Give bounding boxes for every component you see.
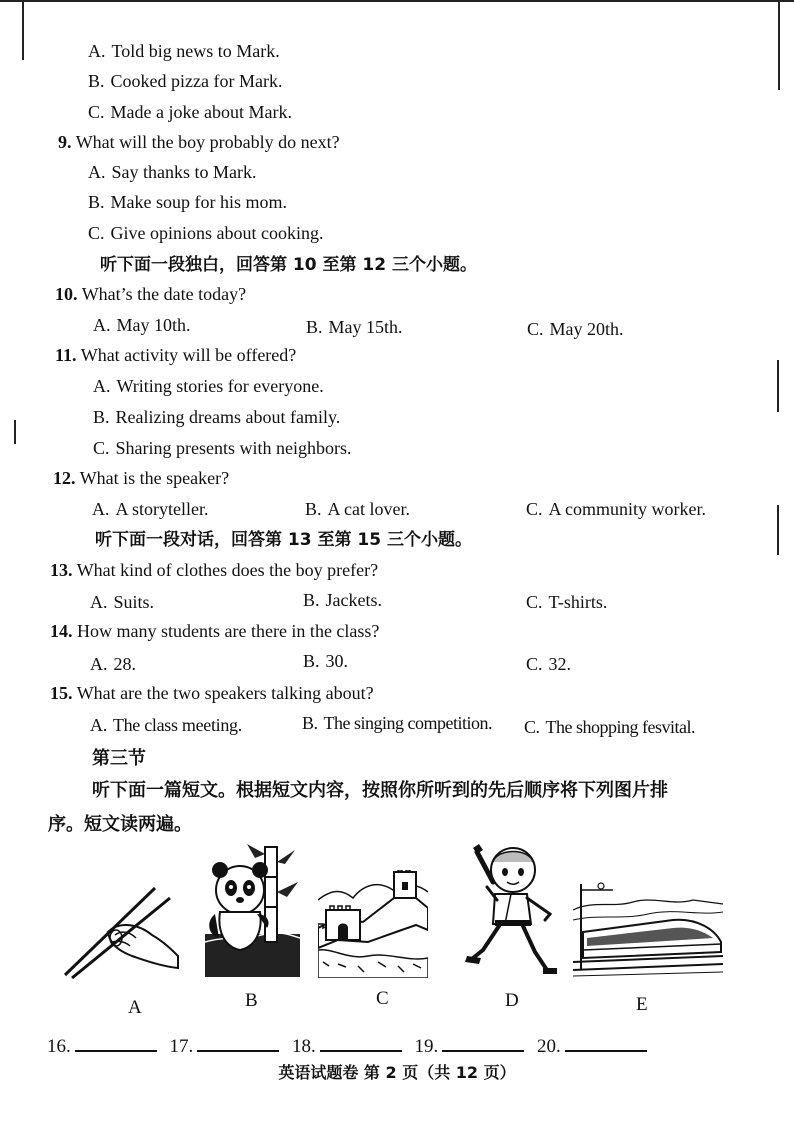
question-15: 15. What are the two speakers talking about?	[50, 683, 374, 703]
picture-a-label: A	[128, 997, 142, 1018]
section-3-instruction-line1: 听下面一篇短文。根据短文内容，按照你所听到的先后顺序将下列图片排	[92, 780, 668, 801]
picture-c-label: C	[376, 988, 389, 1009]
q15-option-a: A. The class meeting.	[90, 715, 242, 735]
right-edge-mark	[778, 0, 780, 90]
blank-20-label: 20.	[537, 1036, 561, 1057]
blank-18-label: 18.	[292, 1036, 316, 1057]
q12-option-a: A. A storyteller.	[92, 499, 209, 519]
q15-option-c: C. The shopping fesvital.	[524, 717, 695, 737]
q8-option-c: C. Made a joke about Mark.	[88, 102, 292, 122]
answer-line	[47, 1036, 655, 1058]
q13-option-b: B. Jackets.	[303, 590, 382, 610]
q14-option-a: A. 28.	[90, 654, 136, 674]
question-9: 9. What will the boy probably do next?	[58, 132, 340, 152]
top-border	[0, 0, 794, 2]
blank-17-label: 17.	[169, 1036, 194, 1057]
high-speed-train-icon	[573, 880, 723, 980]
instruction-monologue: 听下面一段独白，回答第 10 至第 12 三个小题。	[100, 255, 477, 275]
q12-option-c: C. A community worker.	[526, 499, 706, 519]
answer-blank-16[interactable]	[75, 1036, 157, 1052]
left-edge-mark	[22, 0, 24, 60]
q14-option-b: B. 30.	[303, 651, 349, 671]
answer-blank-19[interactable]	[442, 1036, 524, 1052]
q9-option-a: A. Say thanks to Mark.	[88, 162, 257, 182]
q8-option-b: B. Cooked pizza for Mark.	[88, 71, 283, 91]
q10-option-b: B. May 15th.	[306, 317, 403, 337]
picture-e-label: E	[636, 994, 648, 1015]
question-12: 12. What is the speaker?	[53, 468, 230, 488]
q8-option-a: A. Told big news to Mark.	[88, 41, 280, 61]
right-edge-mark	[777, 505, 779, 555]
picture-b-label: B	[245, 990, 258, 1011]
blank-19-label: 19.	[414, 1036, 439, 1057]
q14-option-c: C. 32.	[526, 654, 572, 674]
question-14: 14. How many students are there in the class?	[50, 621, 380, 641]
q13-option-a: A. Suits.	[90, 592, 155, 612]
panda-bamboo-icon	[205, 842, 300, 977]
section-3-instruction-line2: 序。短文读两遍。	[48, 814, 192, 835]
q11-option-b: B. Realizing dreams about family.	[93, 407, 341, 427]
q11-option-a: A. Writing stories for everyone.	[93, 376, 324, 396]
q11-option-c: C. Sharing presents with neighbors.	[93, 438, 352, 458]
q15-option-b: B. The singing competition.	[302, 713, 492, 733]
question-10: 10. What’s the date today?	[55, 284, 247, 304]
section-3-heading: 第三节	[92, 748, 146, 769]
page-footer: 英语试题卷 第 2 页（共 12 页）	[278, 1063, 516, 1082]
q10-option-a: A. May 10th.	[93, 315, 191, 335]
blank-16-label: 16.	[47, 1036, 71, 1057]
q12-option-b: B. A cat lover.	[305, 499, 410, 519]
q13-option-c: C. T-shirts.	[526, 592, 608, 612]
great-wall-icon	[318, 870, 428, 978]
answer-blank-20[interactable]	[565, 1036, 647, 1052]
picture-d-label: D	[505, 990, 519, 1011]
question-13: 13. What kind of clothes does the boy prefer?	[50, 560, 379, 580]
answer-blank-17[interactable]	[197, 1036, 279, 1052]
q9-option-b: B. Make soup for his mom.	[88, 192, 287, 212]
q9-option-c: C. Give opinions about cooking.	[88, 223, 324, 243]
chopsticks-hand-icon	[60, 880, 180, 980]
left-edge-mark	[14, 420, 16, 444]
answer-blank-18[interactable]	[320, 1036, 402, 1052]
instruction-dialogue: 听下面一段对话，回答第 13 至第 15 三个小题。	[95, 530, 472, 550]
right-edge-mark	[777, 360, 779, 412]
kungfu-boy-icon	[465, 842, 560, 977]
question-11: 11. What activity will be offered?	[55, 345, 297, 365]
q10-option-c: C. May 20th.	[527, 319, 624, 339]
